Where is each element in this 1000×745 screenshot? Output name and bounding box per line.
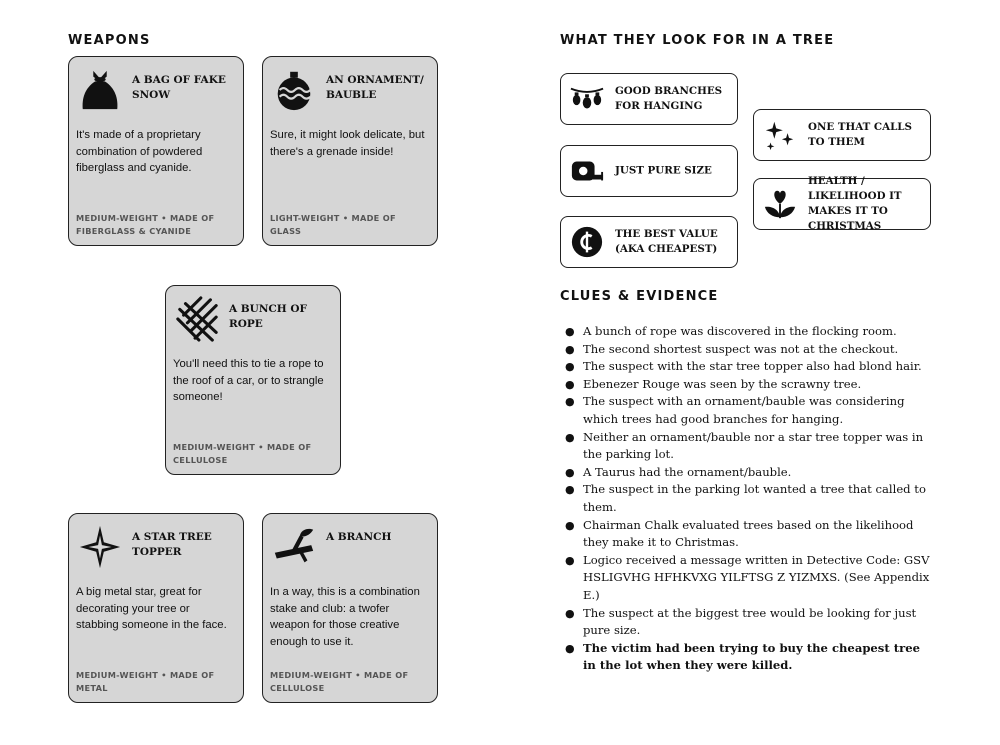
weapon-description: Sure, it might look delicate, but there's a grenade inside!: [270, 129, 425, 158]
weapon-title: A BUNCH OF ROPE: [229, 303, 307, 330]
sparkles-icon: [763, 118, 797, 152]
clue-item: ● Ebenezer Rouge was seen by the scrawny tree.: [565, 376, 930, 394]
weapon-card-ornament: [262, 56, 438, 246]
weapon-meta: MEDIUM-WEIGHT • MADE OF CELLULOSE: [270, 670, 409, 693]
clue-item: ● The suspect with an ornament/bauble was considering which trees had good branches for hanging.: [565, 394, 905, 426]
bullet-icon: ●: [565, 325, 575, 338]
tape-measure-icon: [570, 154, 604, 188]
bullet-icon: ●: [565, 518, 575, 532]
bullet-icon: ●: [565, 395, 575, 409]
weapon-description: It's made of a proprietary combination of powdered fiberglass and cyanide.: [76, 129, 203, 174]
bullet-icon: ●: [565, 342, 575, 356]
bullet-icon: ●: [565, 553, 575, 567]
motive-card-calls: [753, 109, 931, 161]
motive-title: ONE THAT CALLS TO THEM: [808, 121, 912, 148]
clue-item: ● The second shortest suspect was not at the checkout.: [565, 341, 930, 359]
clue-item: ● The suspect with the star tree topper also had blond hair.: [565, 358, 930, 376]
weapon-meta: MEDIUM-WEIGHT • MADE OF CELLULOSE: [173, 442, 312, 465]
rope-icon: [174, 296, 220, 342]
weapon-title: A STAR TREE TOPPER: [132, 531, 212, 558]
clues-heading: CLUES & EVIDENCE: [560, 289, 719, 304]
motive-card-hanging: [560, 73, 738, 125]
clue-item: ● A Taurus had the ornament/bauble.: [565, 464, 930, 482]
weapon-card-rope: [165, 285, 341, 475]
weapon-meta: LIGHT-WEIGHT • MADE OF GLASS: [270, 213, 396, 236]
clue-item: ● A bunch of rope was discovered in the flocking room.: [565, 323, 930, 341]
clue-item: ● Logico received a message written in Detective Code: GSV HSLIGVHG HFHKVXG YILFTSG Z YIZMXS. (See Appendix E.): [565, 552, 930, 602]
hanging-lights-icon: [570, 82, 604, 116]
motive-title: JUST PURE SIZE: [615, 164, 712, 177]
weapon-description: In a way, this is a combination stake and club: a twofer weapon for those creative enough to use it.: [270, 586, 420, 648]
motive-title: GOOD BRANCHES FOR HANGING: [615, 85, 723, 112]
bullet-icon: ●: [565, 606, 575, 620]
heart-leaves-icon: [763, 187, 797, 221]
bullet-icon: ●: [565, 641, 575, 655]
weapon-title: A BRANCH: [326, 531, 392, 543]
weapon-meta: MEDIUM-WEIGHT • MADE OF METAL: [76, 670, 215, 693]
clue-item: ● Chairman Chalk evaluated trees based on the likelihood they make it to Christmas.: [565, 517, 914, 550]
weapons-heading: WEAPONS: [68, 33, 151, 48]
weapon-card-snow-bag: [68, 56, 244, 246]
clue-item: ● The suspect at the biggest tree would be looking for just pure size.: [565, 605, 917, 638]
weapon-title: AN ORNAMENT/ BAUBLE: [326, 74, 424, 101]
clue-item: ● The suspect in the parking lot wanted a tree that called to them.: [565, 482, 926, 514]
ornament-icon: [271, 67, 317, 113]
motive-card-health: [753, 175, 931, 232]
motives-heading: WHAT THEY LOOK FOR IN A TREE: [560, 33, 835, 48]
weapon-title: A BAG OF FAKE SNOW: [132, 74, 226, 101]
bullet-icon: ●: [565, 377, 575, 391]
weapon-meta: MEDIUM-WEIGHT • MADE OF FIBERGLASS & CYANIDE: [76, 213, 215, 236]
snow-bag-icon: [77, 67, 123, 113]
weapon-card-star-topper: [68, 513, 244, 703]
bullet-icon: ●: [565, 483, 575, 497]
bullet-icon: ●: [565, 465, 575, 479]
branch-icon: [271, 524, 317, 570]
motive-title: HEALTH / LIKELIHOOD IT MAKES IT TO CHRISTMAS: [808, 175, 902, 232]
cent-icon: [570, 225, 604, 259]
clues-list: [565, 323, 930, 675]
motive-title: THE BEST VALUE (AKA CHEAPEST): [615, 228, 718, 255]
bullet-icon: ●: [565, 360, 575, 374]
weapon-description: You'll need this to tie a rope to the roof of a car, or to strangle someone!: [173, 358, 324, 403]
motive-card-value: [560, 216, 738, 268]
clue-item: ● Neither an ornament/bauble nor a star tree topper was in the parking lot.: [565, 429, 924, 462]
motive-card-size: [560, 145, 738, 197]
weapon-card-branch: [262, 513, 438, 703]
clue-item-victim: ● The victim had been trying to buy the cheapest tree in the lot when they were killed.: [565, 640, 920, 673]
weapon-description: A big metal star, great for decorating your tree or stabbing someone in the face.: [76, 586, 227, 631]
bullet-icon: ●: [565, 430, 575, 444]
star-icon: [77, 524, 123, 570]
